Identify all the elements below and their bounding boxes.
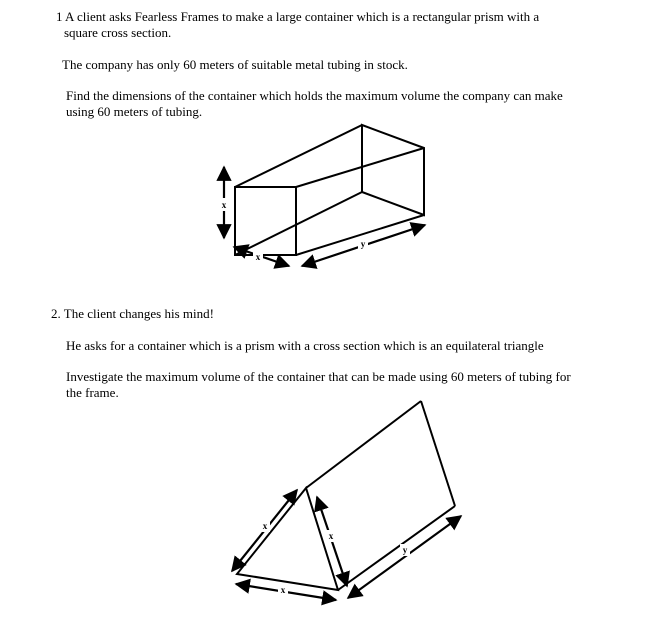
q1-task-line2: using 60 meters of tubing. <box>66 104 203 119</box>
prism-back-face <box>362 125 424 215</box>
height-label: x <box>221 200 227 210</box>
q2-heading: 2. The client changes his mind! <box>51 306 214 321</box>
triangular-prism-diagram <box>0 395 662 630</box>
q1-intro-line2: square cross section. <box>64 25 172 40</box>
left-side-label: x <box>262 521 268 531</box>
q1-stock-text: The company has only 60 meters of suitable metal tubing in stock. <box>62 57 408 72</box>
right-side-label: x <box>328 531 334 541</box>
width-label: x <box>255 252 261 262</box>
q2-cross-section-text: He asks for a container which is a prism with a cross section which is an equilateral triangle <box>66 338 544 353</box>
back-slope-edge <box>421 401 455 506</box>
ridge-edge <box>306 401 421 488</box>
base-label: x <box>280 585 286 595</box>
prism-front-face <box>235 187 296 255</box>
q1-intro-line1: 1 A client asks Fearless Frames to make a large container which is a rectangular prism with a <box>56 9 540 24</box>
q2-task-line1: Investigate the maximum volume of the container that can be made using 60 meters of tubing for <box>66 369 571 384</box>
base-edge <box>338 506 455 590</box>
rectangular-prism-diagram <box>0 0 662 300</box>
length-arrow-2 <box>348 516 461 598</box>
length-label: y <box>360 239 366 249</box>
q1-task-line1: Find the dimensions of the container which holds the maximum volume the company can make <box>66 88 563 103</box>
q2-task-line2: the frame. <box>66 385 119 400</box>
length-label-2: y <box>402 545 408 555</box>
